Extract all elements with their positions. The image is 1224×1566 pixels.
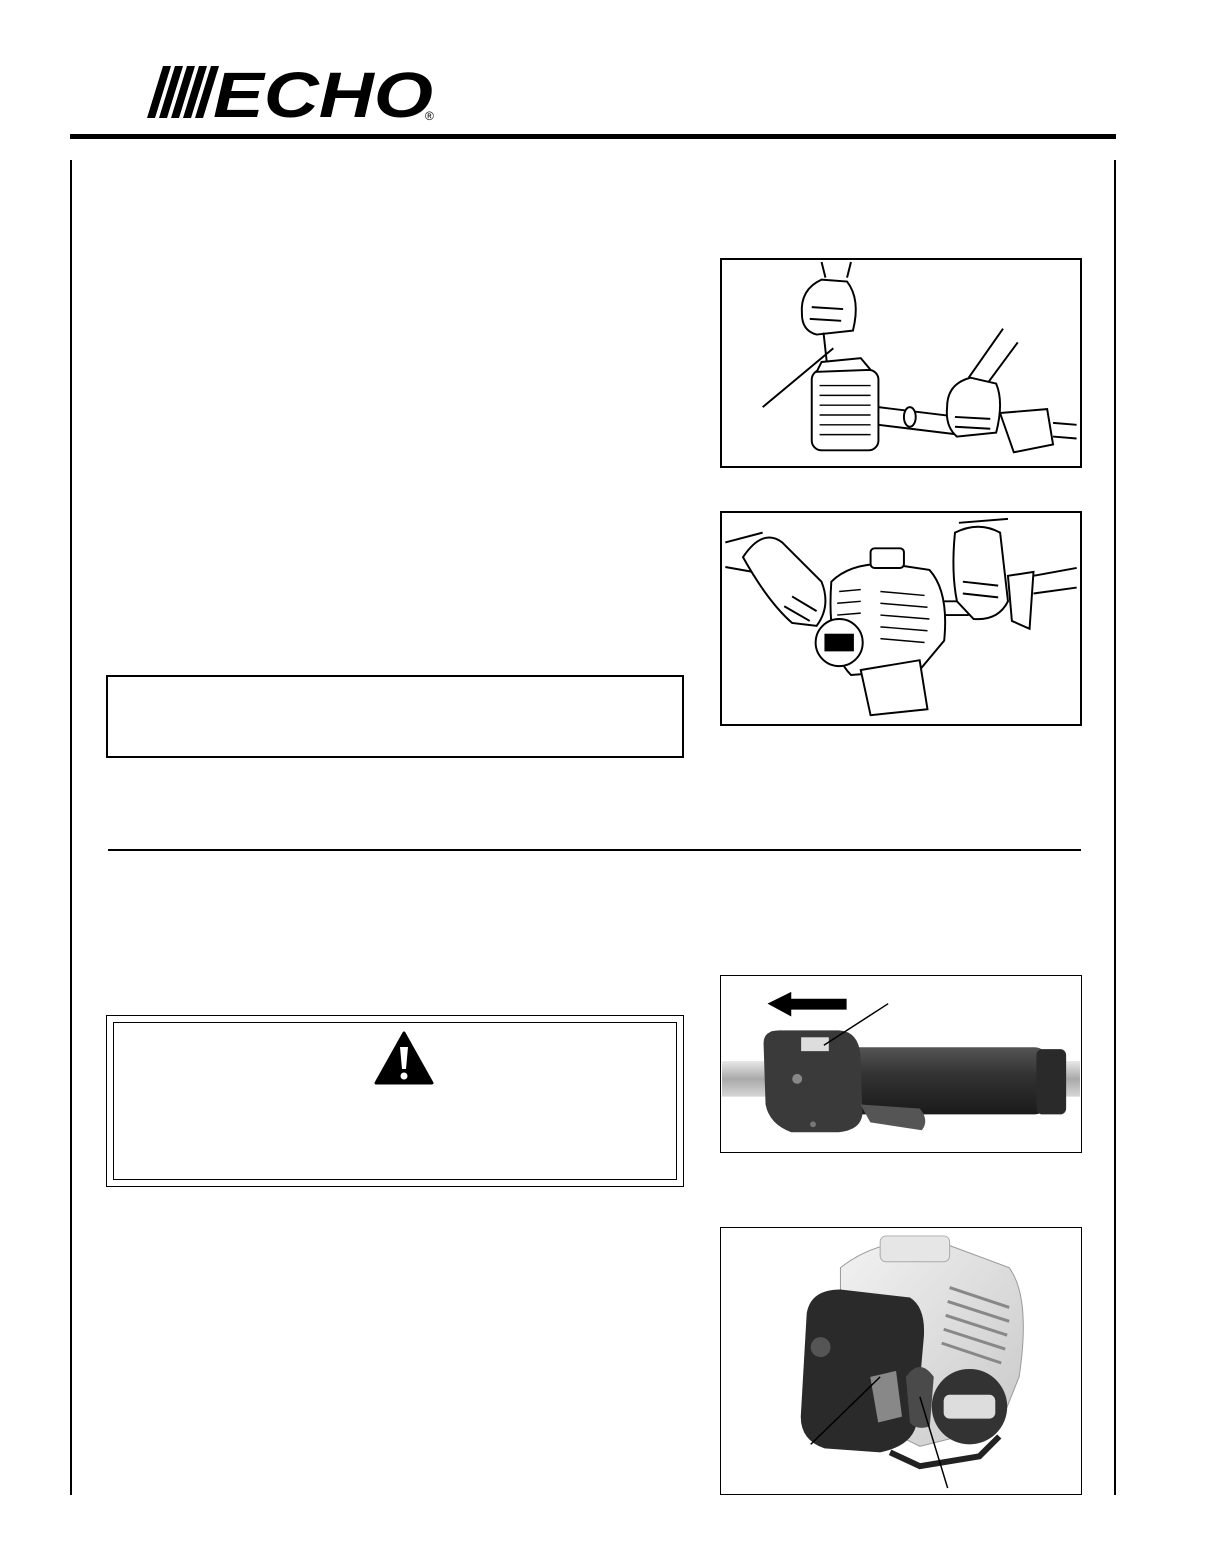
header-rule	[70, 134, 1116, 139]
right-page-border	[1114, 160, 1116, 1495]
engine-hand-position-illustration	[720, 511, 1082, 726]
starter-rope-pull-illustration	[720, 258, 1082, 468]
warning-inner-border	[113, 1022, 677, 1180]
section-divider	[108, 849, 1081, 851]
left-page-border	[70, 160, 72, 1495]
warning-triangle-icon	[374, 1031, 434, 1085]
choke-primer-photo	[720, 1227, 1082, 1495]
registered-mark: ®	[425, 109, 434, 123]
echo-logo	[145, 62, 445, 124]
note-box	[106, 675, 684, 758]
warning-box	[106, 1015, 684, 1187]
logo-wordmark: ECHO	[213, 62, 433, 124]
throttle-grip-photo	[720, 975, 1082, 1153]
